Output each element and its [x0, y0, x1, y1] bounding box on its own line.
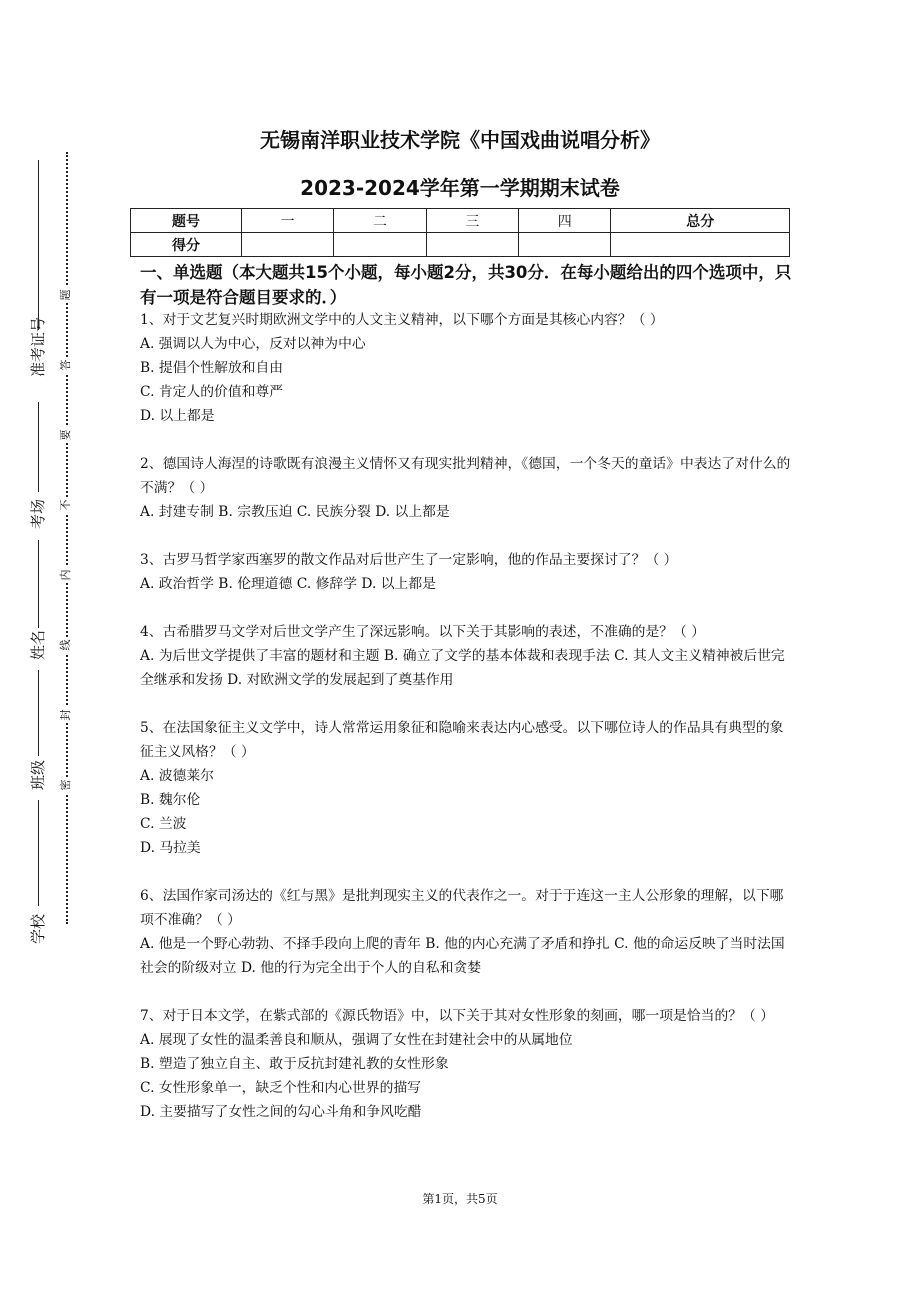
question-options-inline: A. 他是一个野心勃勃、不择手段向上爬的青年 B. 他的内心充满了矛盾和挣扎 C. 他的命运反映了当时法国社会的阶级对立 D. 他的行为完全出于个人的自私和贪婪 — [140, 936, 785, 976]
score-cell-blank[interactable] — [242, 233, 334, 257]
score-cell: 题号 — [131, 209, 242, 233]
score-cell: 三 — [426, 209, 518, 233]
seal-char: 线 — [59, 637, 73, 653]
question-item — [140, 452, 792, 524]
question-option: A. 波德莱尔 — [140, 768, 214, 784]
seal-char: 不 — [59, 497, 73, 513]
page-footer: 第1页，共5页 — [422, 1192, 498, 1206]
score-table-score-row — [131, 233, 790, 257]
field-underline — [38, 670, 39, 756]
seal-char: 内 — [59, 567, 73, 583]
score-table — [130, 208, 790, 257]
question-list — [140, 308, 792, 1148]
question-item — [140, 620, 792, 692]
question-option: C. 肯定人的价值和尊严 — [140, 384, 284, 400]
question-option: A. 展现了女性的温柔善良和顺从，强调了女性在封建社会中的从属地位 — [140, 1032, 573, 1048]
question-item — [140, 716, 792, 860]
question-option: A. 强调以人为中心，反对以神为中心 — [140, 336, 366, 352]
exam-subtitle: 2023-2024学年第一学期期末试卷 — [300, 176, 620, 200]
question-option: D. 马拉美 — [140, 840, 201, 856]
question-option: B. 提倡个性解放和自由 — [140, 360, 284, 376]
question-option: B. 魏尔伦 — [140, 792, 201, 808]
score-cell: 得分 — [131, 233, 242, 257]
score-cell-blank[interactable] — [426, 233, 518, 257]
question-item — [140, 548, 792, 596]
seal-dotted-line — [66, 152, 68, 924]
seal-char: 要 — [59, 427, 73, 443]
field-underline — [38, 800, 39, 906]
question-options-inline: A. 政治哲学 B. 伦理道德 C. 修辞学 D. 以上都是 — [140, 576, 436, 592]
question-options-inline: A. 封建专制 B. 宗教压迫 C. 民族分裂 D. 以上都是 — [140, 504, 450, 520]
question-item — [140, 308, 792, 428]
question-options-inline: A. 为后世文学提供了丰富的题材和主题 B. 确立了文学的基本体裁和表现手法 C. 其人文主义精神被后世完全继承和发扬 D. 对欧洲文学的发展起到了奠基作用 — [140, 648, 785, 688]
seal-char: 封 — [59, 707, 73, 723]
seal-char: 题 — [59, 287, 73, 303]
score-cell-blank[interactable] — [334, 233, 426, 257]
field-label-exam-room: 考场 — [29, 499, 47, 530]
question-option: B. 塑造了独立自主、敢于反抗封建礼教的女性形象 — [140, 1056, 449, 1072]
question-stem: 2、德国诗人海涅的诗歌既有浪漫主义情怀又有现实批判精神，《德国，一个冬天的童话》中表达了对什么的不满？（ ） — [140, 456, 791, 496]
question-stem: 3、古罗马哲学家西塞罗的散文作品对后世产生了一定影响，他的作品主要探讨了？（ ） — [140, 552, 678, 568]
section-heading: 一、单选题（本大题共15个小题，每小题2分，共30分．在每小题给出的四个选项中，只有一项是符合题目要求的．） — [140, 263, 792, 307]
seal-char: 密 — [59, 777, 73, 793]
field-label-exam-number: 准考证号 — [29, 316, 47, 377]
exam-title: 无锡南洋职业技术学院《中国戏曲说唱分析》 — [260, 128, 660, 152]
question-item — [140, 1004, 792, 1124]
question-stem: 1、对于文艺复兴时期欧洲文学中的人文主义精神，以下哪个方面是其核心内容？（ ） — [140, 312, 664, 328]
score-table-header-row — [131, 209, 790, 233]
question-stem: 7、对于日本文学，在紫式部的《源氏物语》中，以下关于其对女性形象的刻画，哪一项是恰当的？（ ） — [140, 1008, 775, 1024]
question-option: C. 女性形象单一，缺乏个性和内心世界的描写 — [140, 1080, 421, 1096]
question-option: D. 以上都是 — [140, 408, 215, 424]
score-cell: 四 — [519, 209, 611, 233]
field-label-school: 学校 — [29, 914, 47, 945]
score-cell: 一 — [242, 209, 334, 233]
question-item — [140, 884, 792, 980]
score-cell: 总分 — [611, 209, 790, 233]
field-underline — [38, 540, 39, 628]
question-stem: 4、古希腊罗马文学对后世文学产生了深远影响。以下关于其影响的表述，不准确的是？（ ） — [140, 624, 706, 640]
field-label-class: 班级 — [29, 760, 47, 791]
score-cell-blank[interactable] — [611, 233, 790, 257]
field-underline — [38, 402, 39, 492]
question-option: D. 主要描写了女性之间的勾心斗角和争风吃醋 — [140, 1104, 422, 1120]
score-cell-blank[interactable] — [519, 233, 611, 257]
question-option: C. 兰波 — [140, 816, 187, 832]
score-cell: 二 — [334, 209, 426, 233]
field-label-name: 姓名 — [29, 630, 47, 661]
question-stem: 6、法国作家司汤达的《红与黑》是批判现实主义的代表作之一。对于于连这一主人公形象的理解，以下哪项不准确？（ ） — [140, 888, 784, 928]
question-stem: 5、在法国象征主义文学中，诗人常常运用象征和隐喻来表达内心感受。以下哪位诗人的作品具有典型的象征主义风格？（ ） — [140, 720, 784, 760]
seal-char: 答 — [59, 357, 73, 373]
